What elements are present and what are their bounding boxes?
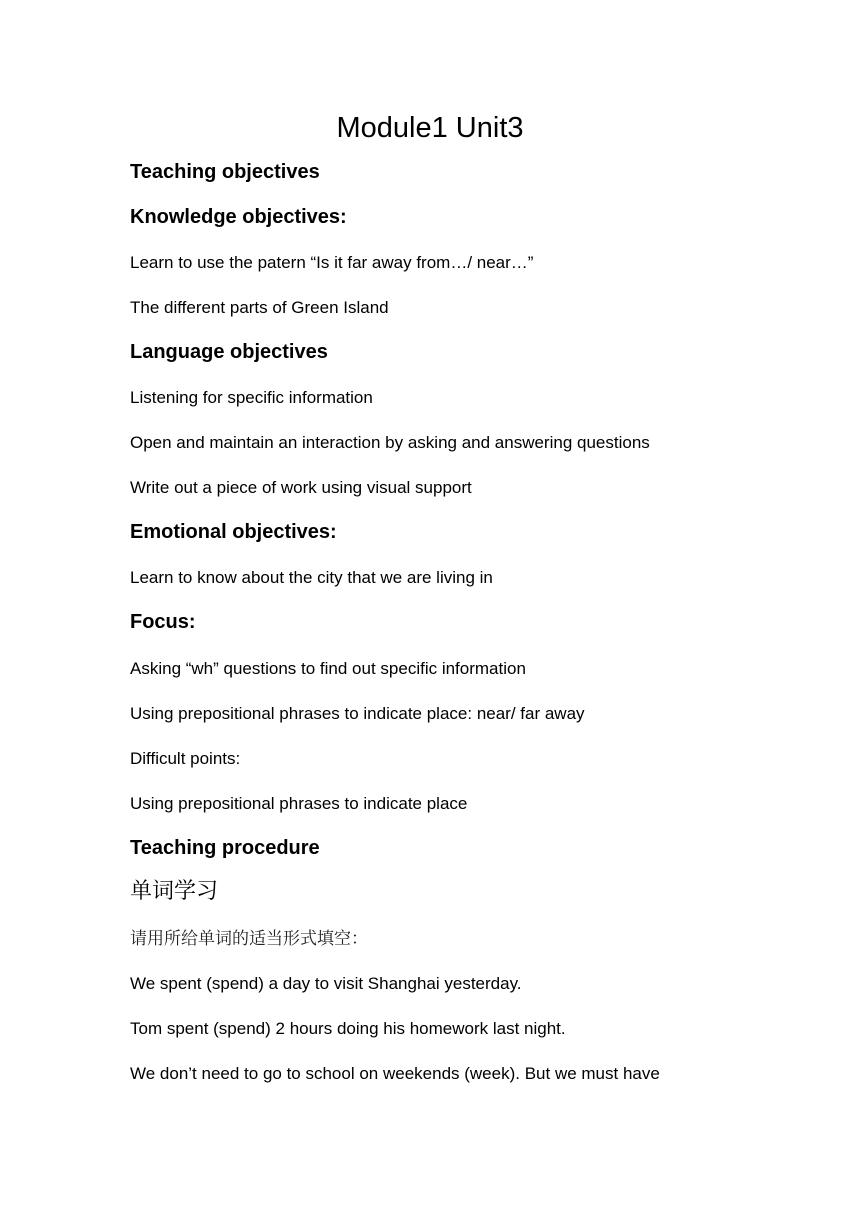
exercise-sentence: Tom spent (spend) 2 hours doing his homework last night. — [130, 1019, 566, 1038]
paragraph-line: Difficult points: — [130, 749, 241, 768]
paragraph-line: Listening for specific information — [130, 388, 373, 407]
exercise-sentence: We spent (spend) a day to visit Shanghai yesterday. — [130, 974, 522, 993]
paragraph-line: Learn to know about the city that we are living in — [130, 568, 493, 587]
paragraph-line: Learn to use the patern “Is it far away from…/ near…” — [130, 253, 534, 272]
document-title: Module1 Unit3 — [336, 112, 524, 144]
heading-vocabulary-study: 单词学习 — [130, 879, 219, 904]
paragraph-line: The different parts of Green Island — [130, 298, 389, 317]
heading-language-objectives: Language objectives — [130, 341, 328, 363]
heading-focus: Focus: — [130, 611, 196, 633]
exercise-instruction: 请用所给单词的适当形式填空： — [130, 929, 368, 949]
heading-knowledge-objectives: Knowledge objectives: — [130, 206, 347, 228]
heading-teaching-procedure: Teaching procedure — [130, 837, 320, 859]
heading-emotional-objectives: Emotional objectives: — [130, 521, 337, 543]
heading-teaching-objectives: Teaching objectives — [130, 161, 320, 183]
paragraph-line: Open and maintain an interaction by asking and answering questions — [130, 433, 650, 452]
paragraph-line: Write out a piece of work using visual support — [130, 478, 472, 497]
exercise-sentence: We don’t need to go to school on weekends (week). But we must have — [130, 1064, 660, 1083]
paragraph-line: Using prepositional phrases to indicate place: near/ far away — [130, 704, 585, 723]
paragraph-line: Asking “wh” questions to find out specific information — [130, 659, 526, 678]
paragraph-line: Using prepositional phrases to indicate place — [130, 794, 468, 813]
